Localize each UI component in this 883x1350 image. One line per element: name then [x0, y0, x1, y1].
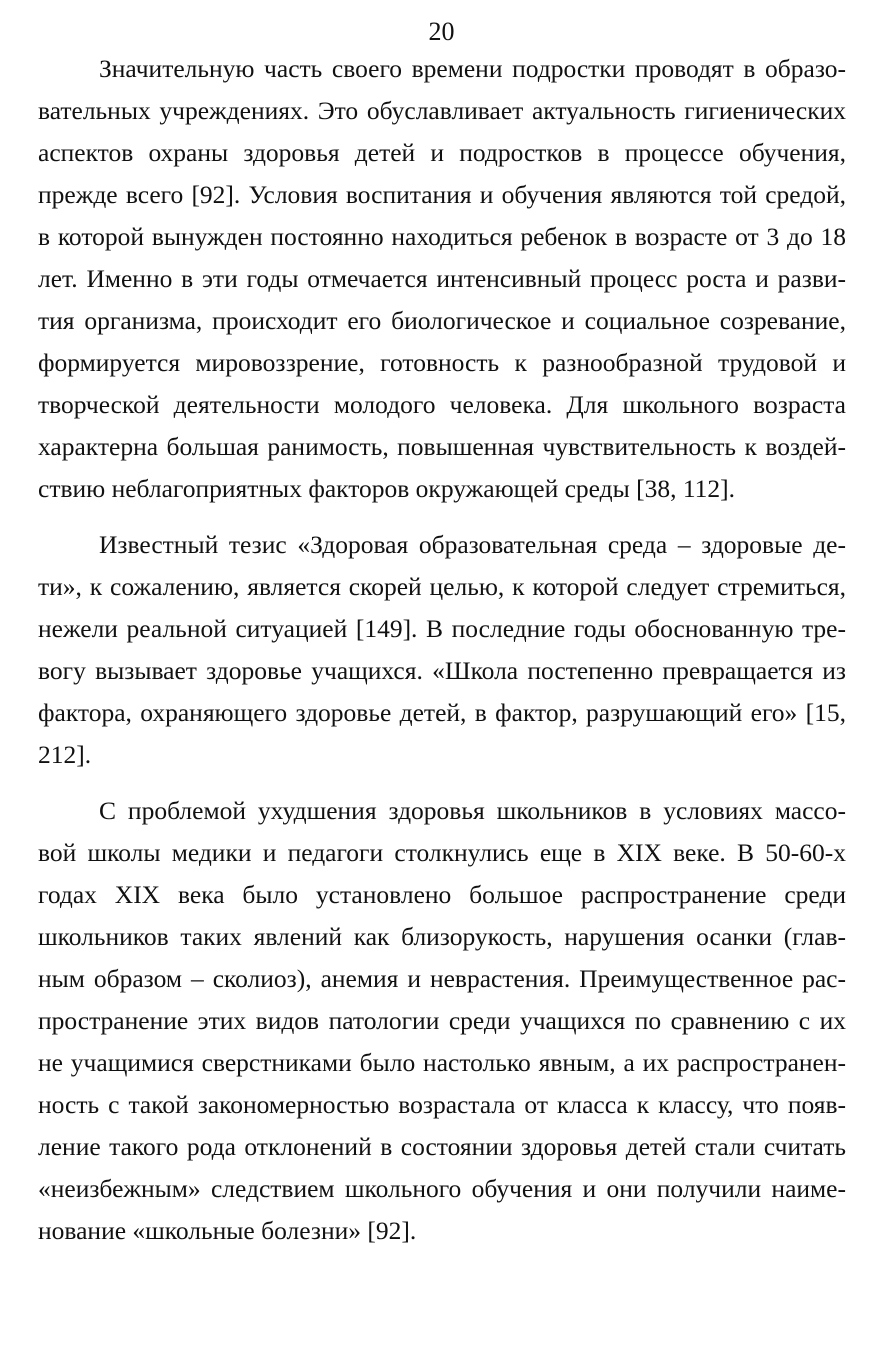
- text-line: нежели реальной ситуацией [149]. В последние годы обоснованную тре-: [38, 614, 846, 643]
- document-body: [38, 48, 846, 1252]
- text-line: вательных учреждениях. Это обуславливает актуальность гигиенических: [38, 96, 846, 125]
- text-line: Значительную часть своего времени подростки проводят в образо-: [99, 54, 846, 83]
- text-line: ствию неблагоприятных факторов окружающей среды [38, 112].: [38, 474, 736, 503]
- text-line: ти», к сожалению, является скорей целью, к которой следует стремиться,: [38, 572, 846, 601]
- text-line: пространение этих видов патологии среди учащихся по сравнению с их: [38, 1006, 846, 1035]
- text-line: нование «школьные болезни» [92].: [38, 1216, 417, 1245]
- paragraph-1: [38, 48, 846, 510]
- text-line: ным образом – сколиоз), анемия и неврастения. Преимущественное рас-: [38, 964, 846, 993]
- text-line: прежде всего [92]. Условия воспитания и обучения являются той средой,: [38, 180, 846, 209]
- paragraph-3: [38, 790, 846, 1252]
- text-line: С проблемой ухудшения здоровья школьников в условиях массо-: [99, 796, 846, 825]
- paragraph-spacer: [38, 776, 846, 790]
- page-number: 20: [428, 17, 455, 46]
- text-line: тия организма, происходит его биологическое и социальное созревание,: [38, 306, 846, 335]
- text-line: школьников таких явлений как близорукость, нарушения осанки (глав-: [38, 922, 846, 951]
- text-line: аспектов охраны здоровья детей и подростков в процессе обучения,: [38, 138, 846, 167]
- text-line: фактора, охраняющего здоровье детей, в фактор, разрушающий его» [15,: [38, 698, 846, 727]
- text-line: характерна большая ранимость, повышенная чувствительность к воздей-: [38, 432, 846, 461]
- text-line: в которой вынужден постоянно находиться ребенок в возрасте от 3 до 18: [38, 222, 846, 251]
- text-line: формируется мировоззрение, готовность к разнообразной трудовой и: [38, 348, 846, 377]
- text-line: Известный тезис «Здоровая образовательная среда – здоровые де-: [99, 530, 846, 559]
- text-line: годах XIX века было установлено большое распространение среди: [38, 880, 846, 909]
- text-line: ление такого рода отклонений в состоянии здоровья детей стали считать: [38, 1132, 846, 1161]
- text-line: 212].: [38, 740, 92, 769]
- text-line: не учащимися сверстниками было настолько явным, а их распространен-: [38, 1048, 846, 1077]
- text-line: вогу вызывает здоровье учащихся. «Школа постепенно превращается из: [38, 656, 846, 685]
- text-line: ность с такой закономерностью возрастала от класса к классу, что появ-: [38, 1090, 846, 1119]
- text-line: вой школы медики и педагоги столкнулись еще в XIX веке. В 50-60-х: [38, 838, 846, 867]
- text-line: «неизбежным» следствием школьного обучения и они получили наиме-: [38, 1174, 846, 1203]
- text-line: творческой деятельности молодого человека. Для школьного возраста: [38, 390, 846, 419]
- text-line: лет. Именно в эти годы отмечается интенсивный процесс роста и разви-: [38, 264, 846, 293]
- paragraph-spacer: [38, 510, 846, 524]
- paragraph-2: [38, 524, 846, 776]
